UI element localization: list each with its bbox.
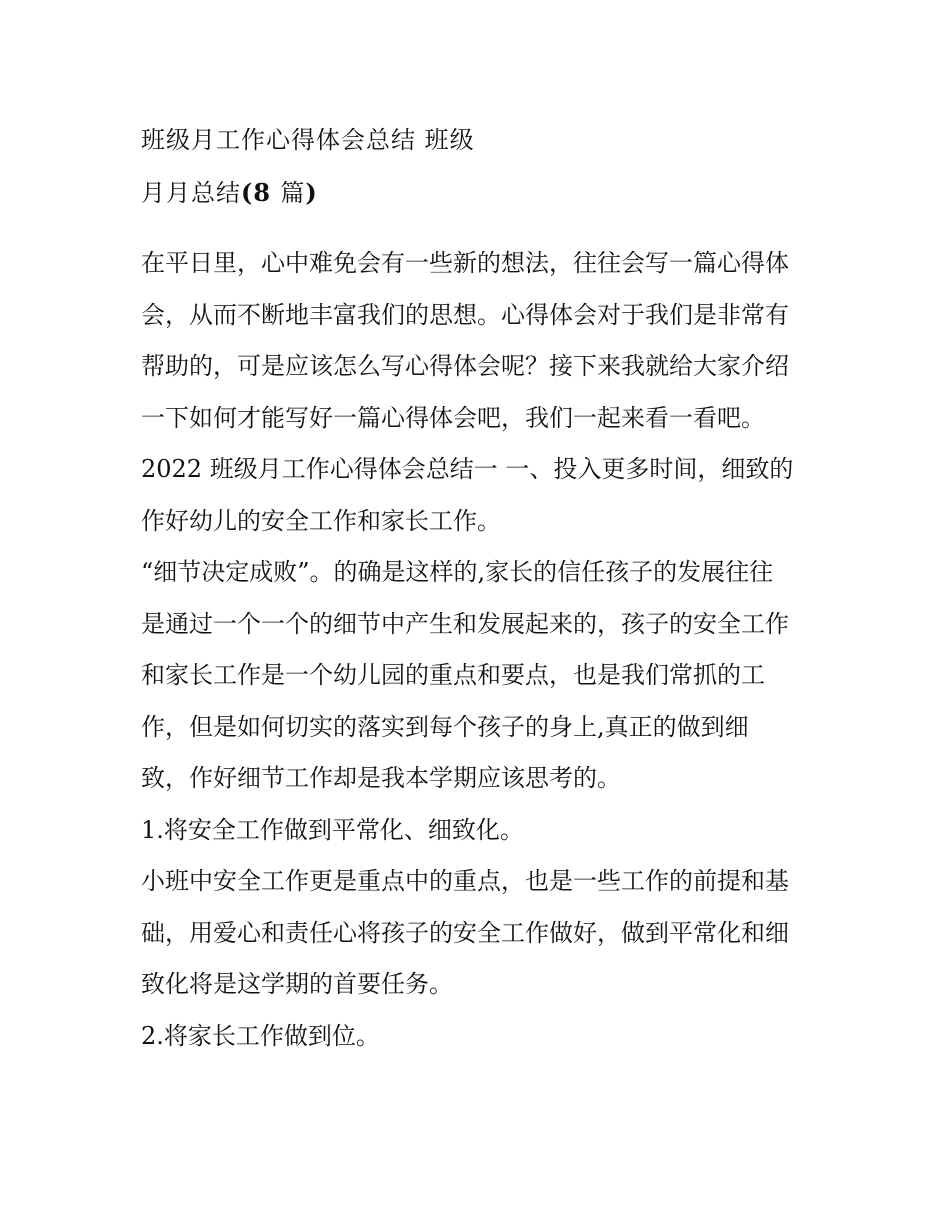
title-line-2-prefix: 月月总结 bbox=[141, 178, 241, 207]
body-line: 2022 班级月工作心得体会总结一 一、投入更多时间，细致的 bbox=[141, 455, 794, 483]
body-line: 2.将家长工作做到位。 bbox=[141, 1021, 380, 1050]
body-line: 会，从而不断地丰富我们的思想。心得体会对于我们是非常有 bbox=[141, 300, 789, 329]
document-page bbox=[141, 115, 813, 1062]
body-line: 1.将安全工作做到平常化、细致化。 bbox=[141, 815, 524, 844]
body-line: 在平日里，心中难免会有一些新的想法，往往会写一篇心得体 bbox=[141, 249, 789, 277]
body-line: “细节决定成败”。的确是这样的,家长的信任孩子的发展往往 bbox=[141, 558, 774, 586]
title-line-2 bbox=[141, 167, 813, 219]
body-line: 致，作好细节工作却是我本学期应该思考的。 bbox=[141, 764, 621, 792]
body-line: 一下如何才能写好一篇心得体会吧，我们一起来看一看吧。 bbox=[141, 403, 765, 432]
body-line: 帮助的，可是应该怎么写心得体会呢？接下来我就给大家介绍 bbox=[141, 352, 789, 380]
title-close-paren: ) bbox=[305, 177, 318, 207]
body-line: 小班中安全工作更是重点中的重点，也是一些工作的前提和基 bbox=[141, 867, 789, 895]
body-line: 是通过一个一个的细节中产生和发展起来的，孩子的安全工作 bbox=[141, 609, 789, 638]
title-line-1: 班级月工作心得体会总结 班级 bbox=[141, 126, 475, 154]
title-count-unit: 篇 bbox=[280, 178, 306, 207]
body-line: 作，但是如何切实的落实到每个孩子的身上,真正的做到细 bbox=[141, 712, 749, 741]
body-line: 和家长工作是一个幼儿园的重点和要点，也是我们常抓的工 bbox=[141, 661, 765, 689]
title-count: (8 bbox=[241, 177, 281, 207]
document-body bbox=[141, 238, 813, 1062]
body-line: 础，用爱心和责任心将孩子的安全工作做好，做到平常化和细 bbox=[141, 918, 789, 947]
body-line: 作好幼儿的安全工作和家长工作。 bbox=[141, 506, 501, 535]
document-title bbox=[141, 115, 813, 218]
body-line: 致化将是这学期的首要任务。 bbox=[141, 970, 453, 998]
